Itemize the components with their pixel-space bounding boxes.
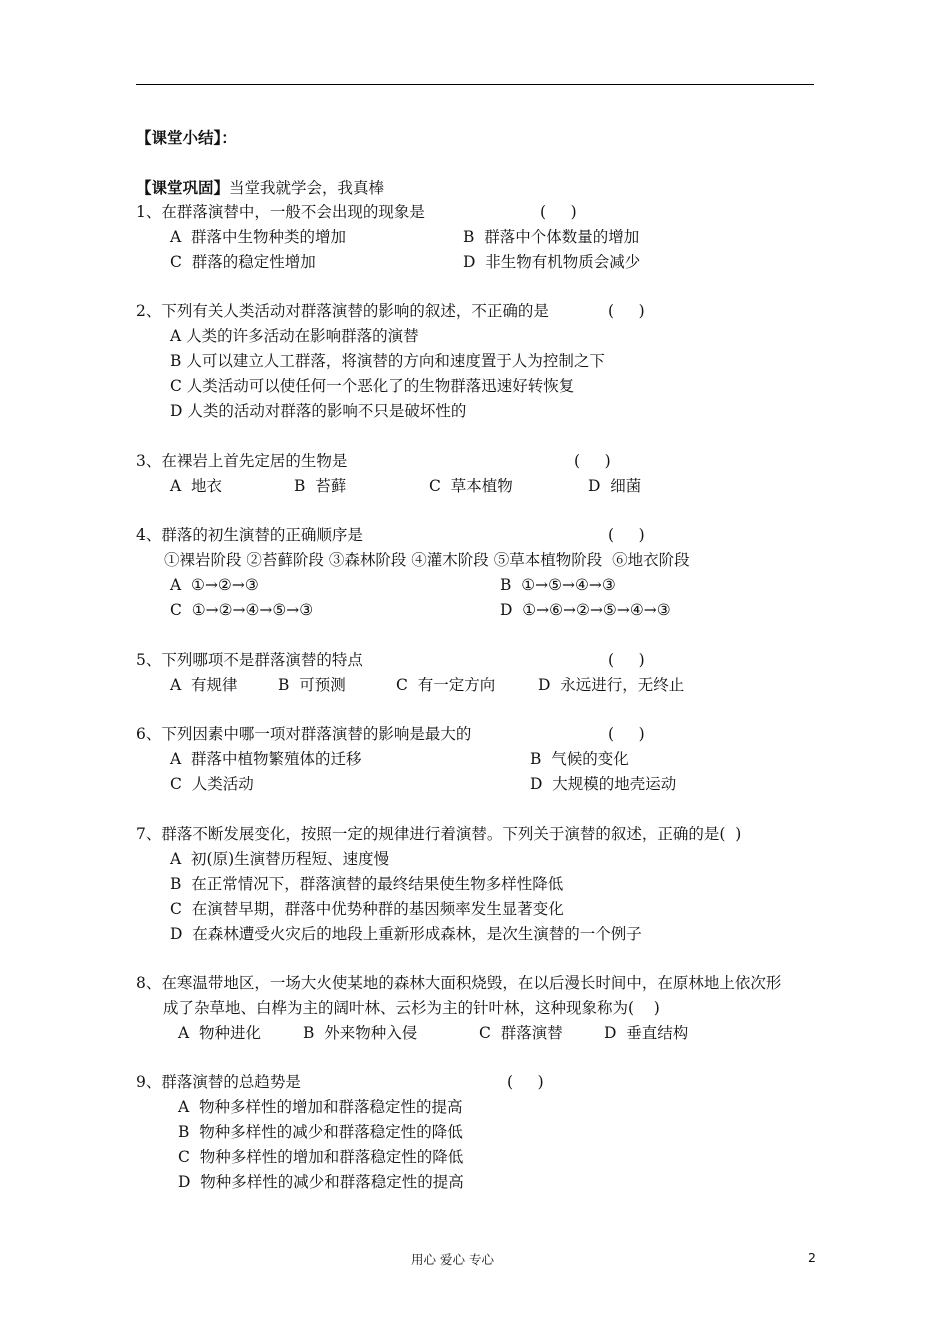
question-9-option-b: B 物种多样性的减少和群落稳定性的降低 [178, 1123, 463, 1141]
question-8-option-a: A 物种进化 [178, 1024, 262, 1042]
question-5-option-a: A 有规律 [170, 676, 238, 694]
page-number: 2 [808, 1250, 816, 1265]
question-4-answer-paren: ( ) [608, 526, 645, 544]
question-9-option-a: A 物种多样性的增加和群落稳定性的提高 [178, 1098, 463, 1116]
question-4-stem: 4、群落的初生演替的正确顺序是 [136, 526, 363, 544]
question-2-option-d: D 人类的活动对群落的影响不只是破坏性的 [170, 402, 467, 420]
question-1-option-c: C 群落的稳定性增加 [170, 253, 316, 271]
question-5-option-b: B 可预测 [278, 676, 346, 694]
question-1-option-b: B 群落中个体数量的增加 [463, 228, 640, 246]
question-2-answer-paren: ( ) [608, 302, 645, 320]
question-7-stem: 7、群落不断发展变化，按照一定的规律进行着演替。下列关于演替的叙述，正确的是( ) [136, 825, 742, 843]
question-8-stem-continued: 成了杂草地、白桦为主的阔叶林、云杉为主的针叶林，这种现象称为( ) [163, 999, 660, 1017]
question-8-option-b: B 外来物种入侵 [303, 1024, 418, 1042]
question-6-option-d: D 大规模的地壳运动 [530, 775, 677, 793]
question-3-stem: 3、在裸岩上首先定居的生物是 [136, 452, 348, 470]
question-9-stem: 9、群落演替的总趋势是 [136, 1073, 301, 1091]
question-3-option-c: C 草本植物 [429, 477, 513, 495]
question-6-stem: 6、下列因素中哪一项对群落演替的影响是最大的 [136, 725, 472, 743]
header-rule [136, 84, 814, 85]
question-2-option-b: B 人可以建立人工群落，将演替的方向和速度置于人为控制之下 [170, 352, 605, 370]
question-3-answer-paren: ( ) [574, 452, 611, 470]
question-7-option-a: A 初(原)生演替历程短、速度慢 [170, 850, 390, 868]
question-4-option-a: A ①→②→③ [170, 576, 259, 594]
question-6-option-b: B 气候的变化 [530, 750, 629, 768]
question-8-option-d: D 垂直结构 [604, 1024, 689, 1042]
consolidation-label: 【课堂巩固】 [136, 178, 230, 197]
question-5-option-c: C 有一定方向 [396, 676, 496, 694]
question-5-answer-paren: ( ) [608, 651, 645, 669]
question-1-option-a: A 群落中生物种类的增加 [170, 228, 347, 246]
consolidation-motto: 当堂我就学会，我真棒 [229, 179, 385, 197]
question-6-answer-paren: ( ) [608, 725, 645, 743]
question-9-option-c: C 物种多样性的增加和群落稳定性的降低 [178, 1148, 464, 1166]
question-1-option-d: D 非生物有机物质会减少 [463, 253, 641, 271]
question-8-option-c: C 群落演替 [479, 1024, 563, 1042]
question-4-option-d: D ①→⑥→②→⑤→④→③ [500, 601, 671, 619]
question-4-option-b: B ①→⑤→④→③ [500, 576, 616, 594]
question-3-option-a: A 地衣 [170, 477, 223, 495]
footer-motto: 用心 爱心 专心 [411, 1252, 494, 1267]
question-7-option-c: C 在演替早期，群落中优势种群的基因频率发生显著变化 [170, 900, 564, 918]
question-4-option-c: C ①→②→④→⑤→③ [170, 601, 314, 619]
question-9-answer-paren: ( ) [507, 1073, 544, 1091]
question-5-stem: 5、下列哪项不是群落演替的特点 [136, 651, 363, 669]
question-8-stem: 8、在寒温带地区，一场大火使某地的森林大面积烧毁，在以后漫长时间中，在原林地上依次形 [136, 974, 782, 992]
question-4-sequence: ①裸岩阶段 ②苔藓阶段 ③森林阶段 ④灌木阶段 ⑤草本植物阶段 ⑥地衣阶段 [164, 551, 690, 569]
question-3-option-d: D 细菌 [588, 477, 642, 495]
question-7-option-b: B 在正常情况下，群落演替的最终结果使生物多样性降低 [170, 875, 564, 893]
question-3-option-b: B 苔藓 [294, 477, 347, 495]
question-5-option-d: D 永远进行，无终止 [538, 676, 685, 694]
consolidation-heading [136, 178, 384, 198]
question-1-stem: 1、在群落演替中，一般不会出现的现象是 [136, 203, 425, 221]
question-2-option-c: C 人类活动可以使任何一个恶化了的生物群落迅速好转恢复 [170, 377, 575, 395]
summary-heading: 【课堂小结】： [136, 128, 237, 147]
question-1-answer-paren: ( ) [540, 203, 577, 221]
question-6-option-a: A 群落中植物繁殖体的迁移 [170, 750, 362, 768]
question-6-option-c: C 人类活动 [170, 775, 254, 793]
question-2-option-a: A 人类的许多活动在影响群落的演替 [170, 327, 419, 345]
question-7-option-d: D 在森林遭受火灾后的地段上重新形成森林，是次生演替的一个例子 [170, 925, 642, 943]
question-2-stem: 2、下列有关人类活动对群落演替的影响的叙述，不正确的是 [136, 302, 549, 320]
question-9-option-d: D 物种多样性的减少和群落稳定性的提高 [178, 1173, 464, 1191]
